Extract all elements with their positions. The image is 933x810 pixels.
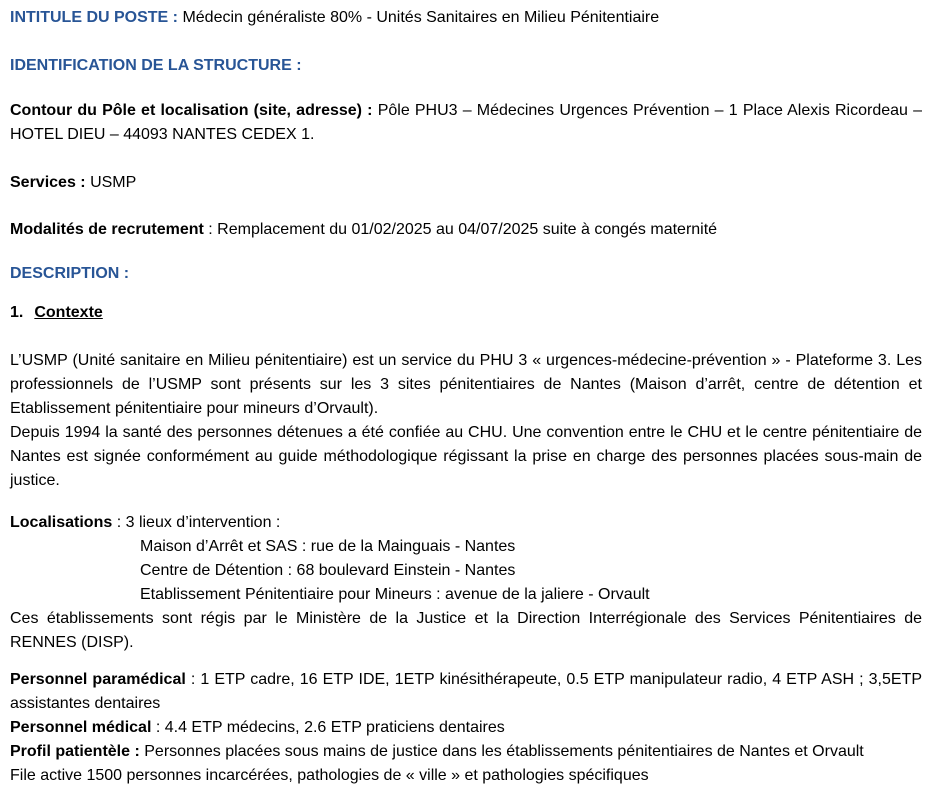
services-value: USMP [90,174,137,191]
locations-intro-line [10,511,922,535]
medical-staff-value: : 4.4 ETP médecins, 2.6 ETP praticiens dentaires [155,719,505,736]
context-section-number: 1. [10,304,24,321]
paramedical-staff-label: Personnel paramédical [10,671,186,688]
location-site-1: Maison d’Arrêt et SAS : rue de la Mainguais - Nantes [140,538,516,555]
recruitment-terms-line [10,218,922,242]
patient-profile-line [10,740,922,764]
establishments-paragraph: Ces établissements sont régis par le Ministère de la Justice et la Direction Interrégionale des Services Pénitentiaires de RENNES (DISP). [10,610,922,651]
patient-profile-label: Profil patientèle : [10,743,140,760]
patient-profile-value: Personnes placées sous mains de justice dans les établissements pénitentiaires de Nantes et Orvault [144,743,864,760]
description-heading: DESCRIPTION : [10,265,130,282]
pole-location-line [10,99,922,147]
identification-heading: IDENTIFICATION DE LA STRUCTURE : [10,57,302,74]
medical-staff-line [10,716,922,740]
locations-block [10,511,922,607]
locations-label: Localisations [10,514,113,531]
paramedical-staff-value: : 1 ETP cadre, 16 ETP IDE, 1ETP kinésithérapeute, 0.5 ETP manipulateur radio, 4 ETP ASH ; 3,5ETP assistantes dentaires [10,671,922,712]
context-body [10,349,922,493]
job-title-line [10,6,922,30]
medical-staff-label: Personnel médical [10,719,152,736]
context-section-title: Contexte [34,304,103,321]
pole-location-value: Pôle PHU3 – Médecines Urgences Prévention – 1 Place Alexis Ricordeau – HOTEL DIEU – 44093 NANTES CEDEX 1. [10,102,922,143]
services-line [10,171,922,195]
locations-value: : 3 lieux d’intervention : [116,514,281,531]
job-title-label: INTITULE DU POSTE : [10,9,178,26]
active-file-line: File active 1500 personnes incarcérées, pathologies de « ville » et pathologies spécifiques [10,767,649,784]
services-label: Services : [10,174,86,191]
context-paragraph-2: Depuis 1994 la santé des personnes détenues a été confiée au CHU. Une convention entre le CHU et le centre pénitentiaire de Nantes est signée conformément au guide méthodologique régissant la prise en charge des personnes placées sous-main de justice. [10,424,922,489]
location-site-2: Centre de Détention : 68 boulevard Einstein - Nantes [140,562,516,579]
pole-location-label: Contour du Pôle et localisation (site, adresse) : [10,102,373,119]
recruitment-terms-label: Modalités de recrutement [10,221,204,238]
job-title-value: Médecin généraliste 80% - Unités Sanitaires en Milieu Pénitentiaire [182,9,660,26]
location-site-3: Etablissement Pénitentiaire pour Mineurs : avenue de la jaliere - Orvault [140,586,650,603]
context-paragraph-1: L’USMP (Unité sanitaire en Milieu pénitentiaire) est un service du PHU 3 « urgences-médecine-prévention » - Plateforme 3. Les professionnels de l’USMP sont présents sur les 3 sites pénitentiaires de Nantes (Maison d’arrêt, centre de détention et Etablissement pénitentiaire pour mineurs d’Orvault). [10,352,922,417]
paramedical-staff-line [10,668,922,716]
recruitment-terms-value: : Remplacement du 01/02/2025 au 04/07/2025 suite à congés maternité [208,221,718,238]
context-section-heading [10,301,922,325]
staff-profile-block [10,668,922,788]
